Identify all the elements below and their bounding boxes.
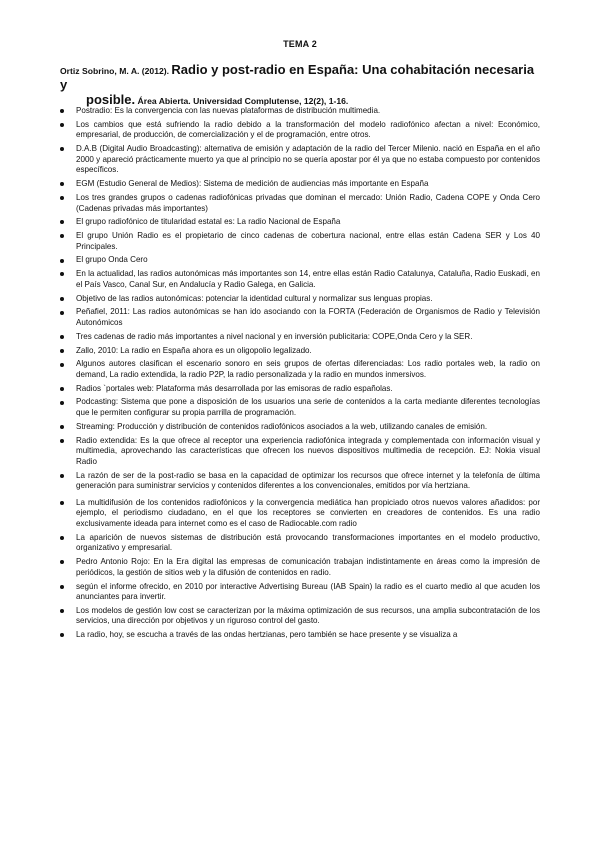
- list-item: Algunos autores clasifican el escenario sonoro en seis grupos de ofertas diferenciadas: Los radio portales web, la radio on demand, La radio extendida, la radio P2P, la radio personalizada y la radio en mundos inmersivos.: [58, 359, 540, 380]
- reference-title-part2: posible.: [86, 92, 136, 107]
- list-item: Radio extendida: Es la que ofrece al receptor una experiencia radiofónica integrada y complementada con información visual y multimedia, aprovechando las características que ofrecen los nuevos dispositivos multimedia de recepción. EJ: Nokia visual Radio: [58, 436, 540, 468]
- list-item: Tres cadenas de radio más importantes a nivel nacional y en inversión publicitaria: COPE,Onda Cero y la SER.: [58, 332, 540, 343]
- list-item: El grupo Unión Radio es el propietario de cinco cadenas de cobertura nacional, entre ellas están Cadena SER y Los 40 Principales.: [58, 231, 540, 252]
- list-item: El grupo radiofónico de titularidad estatal es: La radio Nacional de España: [58, 217, 540, 228]
- bibliographic-reference: [60, 63, 540, 108]
- page-title: TEMA 2: [283, 39, 317, 49]
- list-item: según el informe ofrecido, en 2010 por interactive Advertising Bureau (IAB Spain) la radio es el cuarto medio al que acuden los anunciantes para invertir.: [58, 582, 540, 603]
- list-item: La radio, hoy, se escucha a través de las ondas hertzianas, pero también se hace presente y se visualiza a: [58, 630, 540, 641]
- list-item: Zallo, 2010: La radio en España ahora es un oligopolio legalizado.: [58, 346, 540, 357]
- list-item: Podcasting: Sistema que pone a disposición de los usuarios una serie de contenidos a la carta mediante diferentes tecnologías que le permiten configurar su propia parrilla de programación.: [58, 397, 540, 418]
- list-item: Streaming: Producción y distribución de contenidos radiofónicos asociados a la web, utilizando canales de emisión.: [58, 422, 540, 433]
- list-item: Los tres grandes grupos o cadenas radiofónicas privadas que dominan el mercado: Unión Radio, Cadena COPE y Onda Cero (Cadenas privadas más importantes): [58, 193, 540, 214]
- list-item: Postradio: Es la convergencia con las nuevas plataformas de distribución multimedia.: [58, 106, 540, 117]
- list-item: La multidifusión de los contenidos radiofónicos y la convergencia mediática han propiciado otros nuevos valores añadidos: por ejemplo, el periodismo ciudadano, en el que los receptores se convierten en creadores de contenidos. Es una radio exclusivamente ideada para internet como es el caso de Radiocable.com radio: [58, 498, 540, 530]
- bullet-list: [58, 106, 540, 644]
- list-item: El grupo Onda Cero: [58, 255, 540, 266]
- list-item: Peñafiel, 2011: Las radios autonómicas se han ido asociando con la FORTA (Federación de Organismos de Radio y Televisión Autonómicos: [58, 307, 540, 328]
- list-item: La aparición de nuevos sistemas de distribución está provocando transformaciones importantes en el modelo productivo, organizativo y empresarial.: [58, 533, 540, 554]
- list-item: La razón de ser de la post-radio se basa en la capacidad de optimizar los recursos que ofrece internet y la telefonía de última generación para suministrar servicios y contenidos diferentes a los convencionales, emitidos por vía hertziana.: [58, 471, 540, 492]
- reference-journal: Área Abierta. Universidad Complutense, 12(2), 1-16.: [137, 96, 349, 106]
- list-item: EGM (Estudio General de Medios): Sistema de medición de audiencias más importante en España: [58, 179, 540, 190]
- list-item: Objetivo de las radios autonómicas: potenciar la identidad cultural y normalizar sus lenguas propias.: [58, 294, 540, 305]
- list-item: Los modelos de gestión low cost se caracterizan por la máxima optimización de sus recursos, una amplia subcontratación de los servicios, una dirección por objetivos y un riguroso control del gasto.: [58, 606, 540, 627]
- list-item: Radios `portales web: Plataforma más desarrollada por las emisoras de radio españolas.: [58, 384, 540, 395]
- list-item: Pedro Antonio Rojo: En la Era digital las empresas de comunicación trabajan indistintamente en áreas como la impresión de periódicos, la gestión de sitios web y la difusión de contenidos en radio.: [58, 557, 540, 578]
- reference-authors: Ortiz Sobrino, M. A. (2012).: [60, 66, 170, 76]
- reference-title-part1: Radio y post-radio en España: Una cohabitación necesaria y: [60, 62, 535, 92]
- list-item: D.A.B (Digital Audio Broadcasting): alternativa de emisión y adaptación de la radio del Tercer Milenio. nació en España en el año 2000 y apareció prácticamente muerto ya que al principio no se quería apostar por él ya que no estaba compuesto por contenidos específicos.: [58, 144, 540, 176]
- list-item: En la actualidad, las radios autonómicas más importantes son 14, entre ellas están Radio Catalunya, Cataluña, Radio Euskadi, en el País Vasco, Canal Sur, en Andalucía y Radio Galega, en Galicia.: [58, 269, 540, 290]
- list-item: Los cambios que está sufriendo la radio debido a la transformación del modelo radiofónico afectan a nivel: Económico, empresarial, de producción, de comercialización y el de programación, entre otros.: [58, 120, 540, 141]
